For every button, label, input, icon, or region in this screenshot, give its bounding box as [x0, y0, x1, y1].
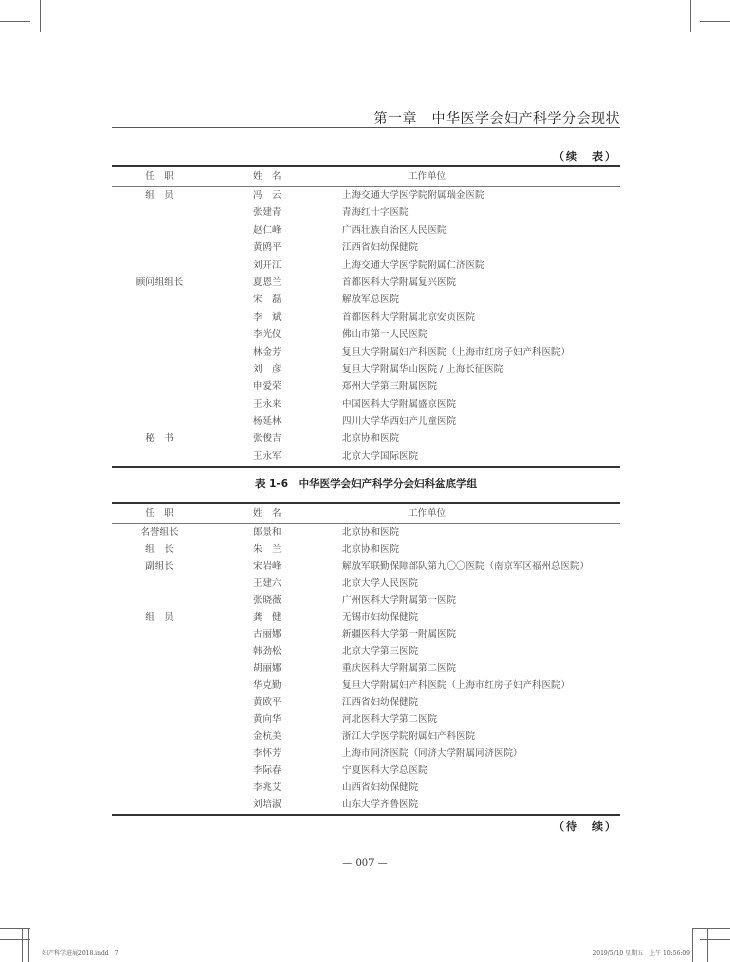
- table-row: [112, 524, 620, 541]
- cell-name: 华克勤: [253, 680, 282, 691]
- table-row: [112, 291, 620, 308]
- cell-name: 黄欧平: [253, 697, 282, 708]
- cell-unit: 山西省妇幼保健院: [342, 782, 419, 793]
- table-row: [112, 344, 620, 361]
- cell-role: 秘 书: [145, 433, 174, 445]
- table-row: [112, 204, 620, 221]
- crop-mark: [0, 928, 30, 929]
- cell-role: 名誉组长: [140, 527, 179, 538]
- cell-name: 张建青: [253, 207, 282, 219]
- table-row: [112, 309, 620, 326]
- table-header: [112, 504, 620, 523]
- cell-unit: 中国医科大学附属盛京医院: [342, 398, 457, 410]
- table-1-6: [112, 502, 620, 816]
- header-unit: 工作单位: [407, 171, 446, 182]
- cell-name: 黄向华: [253, 714, 282, 725]
- cell-name: 夏恩兰: [253, 276, 282, 288]
- table-header: [112, 167, 620, 186]
- header-role: 任 职: [145, 508, 174, 519]
- cell-unit: 上海交通大学医学院附属瑞金医院: [342, 190, 485, 201]
- header-unit: 工作单位: [407, 508, 446, 519]
- cell-name: 李光仪: [253, 329, 282, 341]
- cell-unit: 首都医科大学附属北京安贞医院: [342, 311, 476, 323]
- cell-unit: 郑州大学第三附属医院: [342, 381, 438, 393]
- table-row: [112, 558, 620, 575]
- table-row: [112, 609, 620, 626]
- cell-role: 顾问组组长: [135, 276, 184, 288]
- table-bottom-rule: [112, 814, 620, 816]
- cell-name: 张晓薇: [253, 595, 282, 606]
- table-row: [112, 592, 620, 609]
- cell-unit: 宁夏医科大学总医院: [342, 765, 428, 776]
- cell-role: 组 员: [145, 612, 174, 623]
- table-row: [112, 187, 620, 204]
- crop-mark: [707, 928, 708, 962]
- table-row: [112, 677, 620, 694]
- table-caption: 表 1-6 中华医学会妇产科学分会妇科盆底学组: [254, 478, 478, 490]
- table-row: [112, 728, 620, 745]
- footer-timestamp: 2019/5/10 星期五 上午 10:56:09: [592, 950, 690, 957]
- cell-unit: 山东大学齐鲁医院: [342, 799, 419, 810]
- cell-unit: 广州医科大学附属第一医院: [342, 595, 457, 606]
- crop-mark: [692, 928, 693, 962]
- table-row: [112, 413, 620, 430]
- page-number: — 007 —: [342, 858, 388, 869]
- running-head: 第一章 中华医学会妇产科学分会现状: [373, 111, 620, 127]
- cell-unit: 北京协和医院: [342, 544, 400, 555]
- table-row: [112, 257, 620, 274]
- cell-role: 组 员: [145, 190, 174, 201]
- cell-name: 李际春: [253, 765, 282, 776]
- cell-unit: 佛山市第一人民医院: [342, 329, 428, 341]
- table-bottom-rule: [112, 466, 620, 468]
- cell-unit: 复旦大学附属妇产科医院（上海市红房子妇产科医院）: [342, 346, 571, 358]
- crop-mark: [40, 0, 41, 32]
- cell-name: 杨延林: [253, 416, 282, 428]
- cell-name: 李兆艾: [253, 782, 282, 793]
- cell-unit: 复旦大学附属妇产科医院（上海市红房子妇产科医院）: [342, 680, 571, 691]
- table-row: [112, 430, 620, 447]
- crop-mark: [692, 928, 730, 929]
- cell-role: 副组长: [145, 561, 174, 572]
- crop-mark: [0, 21, 30, 22]
- to-be-continued-note: （待 续）: [553, 820, 618, 833]
- cell-unit: 上海交通大学医学院附属仁济医院: [342, 259, 485, 271]
- cell-name: 胡丽娜: [253, 663, 282, 674]
- crop-mark: [690, 0, 691, 32]
- cell-name: 张俊吉: [253, 433, 282, 445]
- cell-unit: 无锡市妇幼保健院: [342, 612, 419, 623]
- table-row: [112, 378, 620, 395]
- table-row: [112, 396, 620, 413]
- crop-mark: [22, 928, 23, 962]
- cell-name: 郎景和: [253, 527, 282, 538]
- cell-name: 黄鸥平: [253, 242, 282, 254]
- cell-unit: 解放军总医院: [342, 294, 400, 306]
- cell-name: 王建六: [253, 578, 282, 589]
- header-name: 姓 名: [253, 508, 282, 519]
- table-row: [112, 541, 620, 558]
- header-name: 姓 名: [253, 171, 282, 182]
- cell-unit: 重庆医科大学附属第二医院: [342, 663, 457, 674]
- table-row: [112, 222, 620, 239]
- cell-name: 李怀芳: [253, 748, 282, 759]
- header-role: 任 职: [145, 171, 174, 182]
- table-row: [112, 326, 620, 343]
- cell-unit: 北京协和医院: [342, 527, 400, 538]
- cell-unit: 北京协和医院: [342, 433, 400, 445]
- cell-role: 组 长: [145, 544, 174, 555]
- table-body: [112, 524, 620, 813]
- cell-name: 林金芳: [253, 346, 282, 358]
- cell-name: 申爱荣: [253, 381, 282, 393]
- cell-unit: 北京大学人民医院: [342, 578, 419, 589]
- footer-file: 妇产科学进展2018.indd 7: [42, 950, 119, 957]
- cell-name: 古丽娜: [253, 629, 282, 640]
- cell-name: 冯 云: [253, 190, 282, 201]
- cell-name: 赵仁峰: [253, 224, 282, 236]
- table-row: [112, 796, 620, 813]
- cell-unit: 北京大学第三医院: [342, 646, 419, 657]
- cell-name: 朱 兰: [253, 544, 282, 555]
- crop-mark: [700, 21, 730, 22]
- cell-name: 王永军: [253, 450, 282, 462]
- cell-name: 韩劲松: [253, 646, 282, 657]
- cell-unit: 江西省妇幼保健院: [342, 242, 419, 254]
- cell-name: 刘培淑: [253, 799, 282, 810]
- table-row: [112, 448, 620, 465]
- table-row: [112, 274, 620, 291]
- cell-unit: 河北医科大学第二医院: [342, 714, 438, 725]
- table-row: [112, 239, 620, 256]
- cell-name: 李 斌: [253, 311, 282, 323]
- cell-unit: 上海市同济医院（同济大学附属同济医院）: [342, 748, 523, 759]
- table-row: [112, 779, 620, 796]
- table-row: [112, 643, 620, 660]
- cell-unit: 浙江大学医学院附属妇产科医院: [342, 731, 476, 742]
- table-row: [112, 361, 620, 378]
- table-row: [112, 694, 620, 711]
- cell-unit: 青海红十字医院: [342, 207, 409, 219]
- table-row: [112, 626, 620, 643]
- continued-note: （续 表）: [553, 150, 618, 163]
- cell-name: 龚 健: [253, 612, 282, 623]
- cell-unit: 首都医科大学附属复兴医院: [342, 276, 457, 288]
- crop-mark: [28, 928, 29, 962]
- header-rule: [112, 127, 620, 128]
- table-row: [112, 762, 620, 779]
- cell-unit: 新疆医科大学第一附属医院: [342, 629, 457, 640]
- cell-name: 宋 磊: [253, 294, 282, 306]
- cell-unit: 江西省妇幼保健院: [342, 697, 419, 708]
- crop-mark: [700, 939, 730, 940]
- table-continued: [112, 165, 620, 468]
- crop-mark: [0, 939, 30, 940]
- table-body: [112, 187, 620, 465]
- cell-name: 刘开江: [253, 259, 282, 271]
- cell-name: 刘 彦: [253, 363, 282, 375]
- cell-unit: 四川大学华西妇产儿童医院: [342, 416, 457, 428]
- cell-unit: 解放军联勤保障部队第九〇〇医院（南京军区福州总医院）: [342, 561, 590, 572]
- cell-name: 宋岩峰: [253, 561, 282, 572]
- cell-name: 金杭美: [253, 731, 282, 742]
- table-row: [112, 745, 620, 762]
- cell-name: 王永来: [253, 398, 282, 410]
- cell-unit: 北京大学国际医院: [342, 450, 419, 462]
- table-row: [112, 711, 620, 728]
- table-row: [112, 575, 620, 592]
- table-row: [112, 660, 620, 677]
- cell-unit: 广西壮族自治区人民医院: [342, 224, 447, 236]
- cell-unit: 复旦大学附属华山医院 / 上海长征医院: [342, 363, 504, 375]
